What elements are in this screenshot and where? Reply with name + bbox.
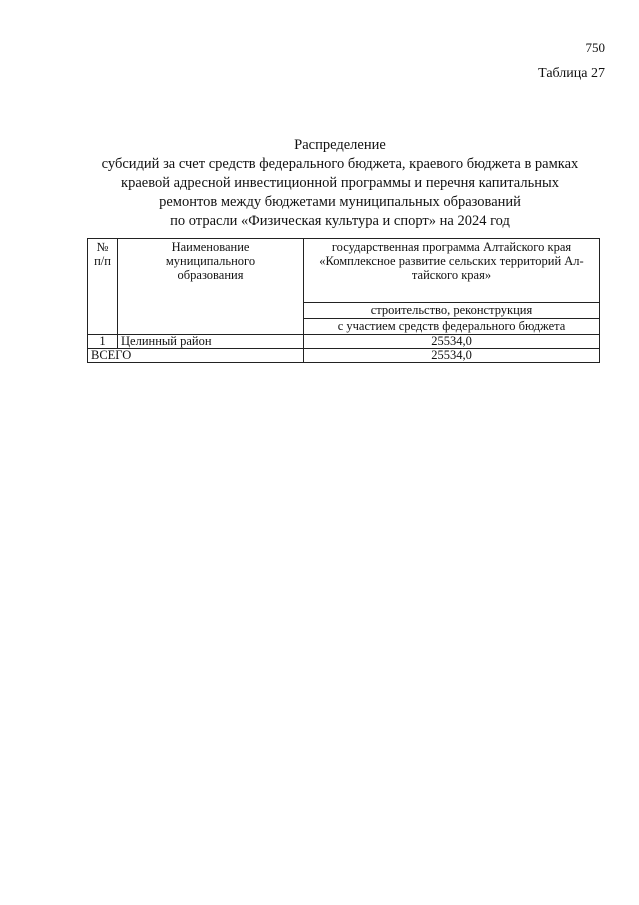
header-federal-cell: с участием средств федерального бюджета [304, 319, 600, 335]
document-title [60, 136, 620, 231]
header-name-label: муниципального [165, 254, 256, 268]
header-program-label: «Комплексное развитие сельских территорий Ал- [319, 254, 584, 268]
total-value-cell: 25534,0 [304, 349, 600, 363]
header-name-label: образования [177, 268, 244, 282]
header-name-cell [118, 239, 304, 335]
page-number: 750 [585, 40, 605, 55]
header-program-label: государственная программа Алтайского края [331, 240, 572, 254]
table-label: Таблица 27 [538, 66, 605, 81]
title-line: ремонтов между бюджетами муниципальных образований [159, 194, 521, 210]
header-num-label: № [96, 240, 109, 254]
header-num-cell [88, 239, 118, 335]
table-row [88, 335, 600, 349]
table-header-row [88, 239, 600, 303]
distribution-table [87, 238, 600, 363]
header-program-cell [304, 239, 600, 303]
header-program-label: тайского края» [411, 268, 492, 282]
table-total-row [88, 349, 600, 363]
row-num-cell: 1 [88, 335, 118, 349]
title-line: субсидий за счет средств федерального бюджета, краевого бюджета в рамках [101, 156, 579, 172]
row-value-cell: 25534,0 [304, 335, 600, 349]
total-label-cell: ВСЕГО [88, 349, 304, 363]
title-line: по отрасли «Физическая культура и спорт» на 2024 год [170, 213, 510, 229]
header-construction-cell: строительство, реконструкция [304, 303, 600, 319]
header-name-label: Наименование [171, 240, 250, 254]
title-line: краевой адресной инвестиционной программы и перечня капитальных [121, 175, 559, 191]
row-name-cell: Целинный район [118, 335, 304, 349]
title-line: Распределение [294, 137, 386, 153]
header-num-label: п/п [94, 254, 111, 268]
